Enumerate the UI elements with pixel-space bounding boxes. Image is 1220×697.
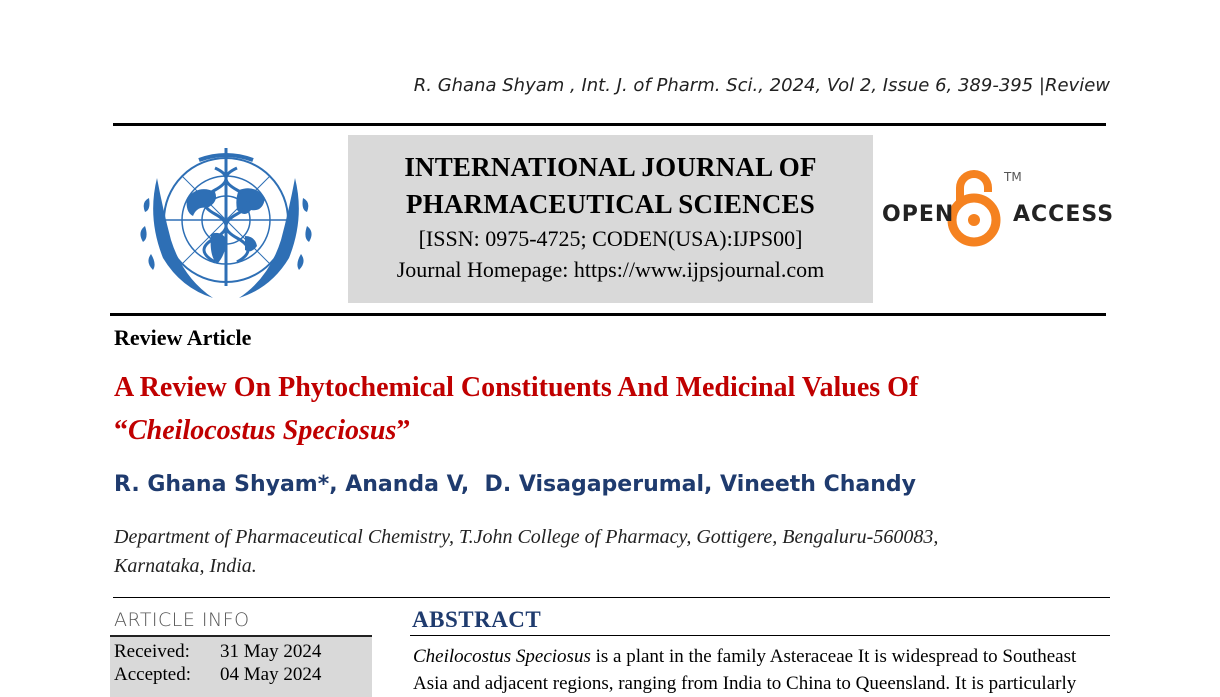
affiliation bbox=[114, 523, 1114, 581]
journal-name-line1: INTERNATIONAL JOURNAL OF bbox=[404, 152, 817, 182]
abstract-heading: ABSTRACT bbox=[412, 607, 542, 632]
abstract-line1-text: is a plant in the family Asteraceae It is widespread to Southeast bbox=[590, 646, 1077, 667]
header-rule-top bbox=[113, 123, 1106, 126]
journal-homepage-link[interactable]: Journal Homepage: https://www.ijpsjournal.com bbox=[396, 257, 825, 282]
running-head: R. Ghana Shyam , Int. J. of Pharm. Sci., 2024, Vol 2, Issue 6, 389-395 |Review bbox=[413, 75, 1110, 96]
accepted-date: 04 May 2024 bbox=[220, 664, 322, 685]
journal-issn: [ISSN: 0975-4725; CODEN(USA):IJPS00] bbox=[418, 226, 803, 251]
journal-banner bbox=[348, 135, 873, 303]
article-info-label: ARTICLE INFO bbox=[114, 609, 250, 631]
abstract-species: Cheilocostus Speciosus bbox=[413, 646, 591, 667]
title-line2 bbox=[114, 409, 1114, 452]
title-open-quote: “ bbox=[114, 415, 128, 446]
abstract-line2: Asia and adjacent regions, ranging from India to China to Queensland. It is particularly bbox=[413, 673, 1077, 694]
author-list: R. Ghana Shyam*, Ananda V, D. Visagaperumal, Vineeth Chandy bbox=[114, 472, 916, 497]
title-close-quote: ” bbox=[396, 415, 411, 446]
open-access-left-text: OPEN bbox=[882, 202, 955, 227]
article-type: Review Article bbox=[114, 325, 252, 350]
title-species: Cheilocostus Speciosus bbox=[128, 415, 397, 446]
affiliation-line2: Karnataka, India. bbox=[114, 555, 257, 577]
open-access-logo bbox=[880, 168, 1115, 252]
article-title bbox=[114, 366, 1114, 452]
received-label: Received: bbox=[114, 641, 190, 662]
title-line1: A Review On Phytochemical Constituents And Medicinal Values Of bbox=[114, 372, 919, 403]
abstract-rule bbox=[410, 635, 1110, 636]
abstract-line1 bbox=[413, 643, 1113, 670]
open-access-right-text: ACCESS bbox=[1013, 202, 1115, 227]
journal-name-line2: PHARMACEUTICAL SCIENCES bbox=[406, 189, 815, 219]
trademark-mark: TM bbox=[1004, 170, 1022, 184]
affiliation-line1: Department of Pharmaceutical Chemistry, T.John College of Pharmacy, Gottigere, Bengaluru-560083, bbox=[114, 526, 939, 548]
section-divider bbox=[113, 597, 1110, 598]
article-info-box bbox=[110, 637, 372, 697]
abstract-text bbox=[413, 643, 1113, 697]
accepted-row bbox=[114, 664, 321, 686]
received-row bbox=[114, 641, 321, 663]
accepted-label: Accepted: bbox=[114, 664, 192, 685]
received-date: 31 May 2024 bbox=[220, 641, 322, 662]
header-rule-bottom bbox=[110, 313, 1106, 316]
globe-caduceus-emblem-icon bbox=[127, 138, 325, 308]
